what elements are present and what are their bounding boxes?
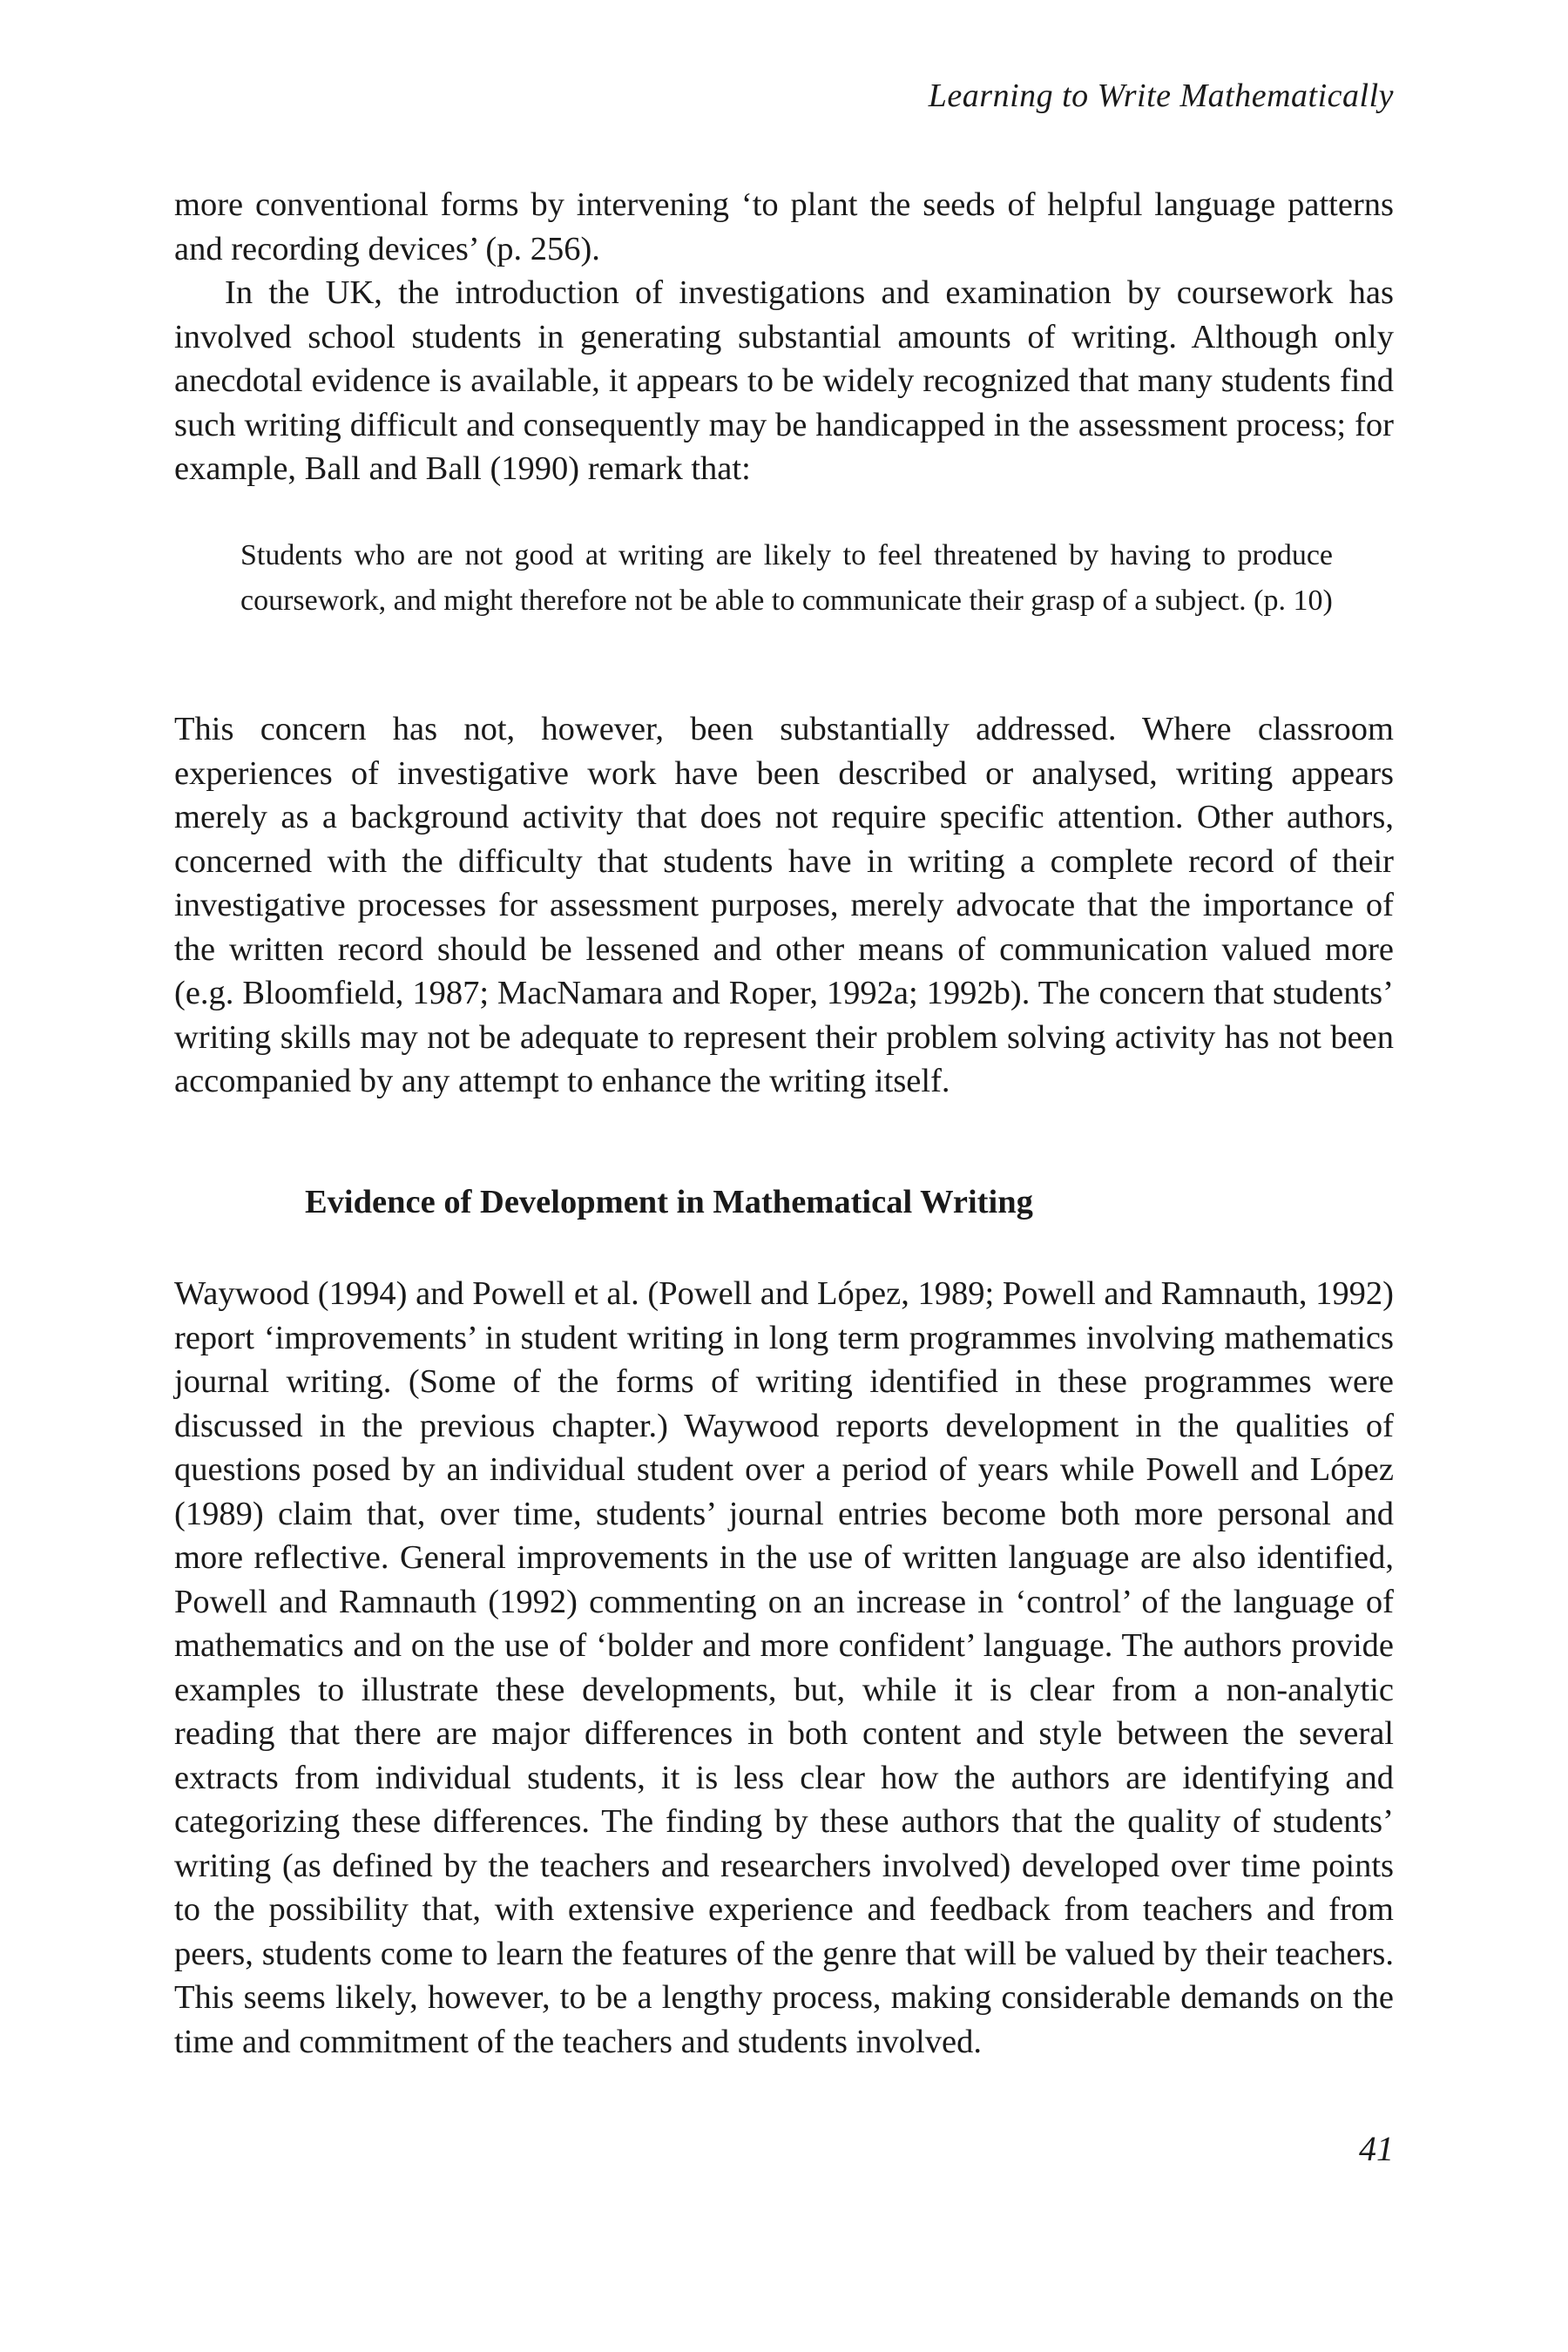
- continuation-paragraph: more conventional forms by intervening ‘to plant the seeds of helpful language patterns and recording devices’ (p. 256).: [174, 186, 1394, 267]
- running-header: Learning to Write Mathematically: [928, 78, 1394, 114]
- uk-coursework-paragraph: In the UK, the introduction of investigations and examination by coursework has involved school students in generating substantial amounts of writing. Although only anecdotal evidence is available, it appears to be widely recognized that many students find such writing difficult and consequently may be handicapped in the assessment process; for example, Ball and Ball (1990) remark that:: [174, 274, 1394, 487]
- block-quote: Students who are not good at writing are likely to feel threatened by having to produce coursework, and might therefore not be able to communicate their grasp of a subject. (p. 10): [240, 539, 1333, 617]
- evidence-paragraph: Waywood (1994) and Powell et al. (Powell and López, 1989; Powell and Ramnauth, 1992) report ‘improvements’ in student writing in long term programmes involving mathematics journal writing. (Some of the forms of writing identified in these programmes were discussed in the previous chapter.) Waywood reports development in the qualities of questions posed by an individual student over a period of years while Powell and López (1989) claim that, over time, students’ journal entries become both more personal and more reflective. General improvements in the use of written language are also identified, Powell and Ramnauth (1992) commenting on an increase in ‘control’ of the language of mathematics and on the use of ‘bolder and more confident’ language. The authors provide examples to illustrate these developments, but, while it is clear from a non-analytic reading that there are major differences in both content and style between the several extracts from individual students, it is less clear how the authors are identifying and categorizing these differences. The finding by these authors that the quality of students’ writing (as defined by the teachers and researchers involved) developed over time points to the possibility that, with extensive experience and feedback from teachers and from peers, students come to learn the features of the genre that will be valued by their teachers. This seems likely, however, to be a lengthy process, making considerable demands on the time and commitment of the teachers and students involved.: [174, 1275, 1394, 2060]
- section-heading: Evidence of Development in Mathematical Writing: [305, 1184, 1033, 1220]
- opening-paragraphs: [174, 183, 1394, 491]
- evidence-section: [174, 1272, 1394, 2064]
- page-number: 41: [1359, 2129, 1394, 2168]
- concern-section: [174, 707, 1394, 1104]
- concern-paragraph: This concern has not, however, been substantially addressed. Where classroom experiences of investigative work have been described or analysed, writing appears merely as a background activity that does not require specific attention. Other authors, concerned with the difficulty that students have in writing a complete record of their investigative processes for assessment purposes, merely advocate that the importance of the written record should be lessened and other means of communication valued more (e.g. Bloomfield, 1987; MacNamara and Roper, 1992a; 1992b). The concern that students’ writing skills may not be adequate to represent their problem solving activity has not been accompanied by any attempt to enhance the writing itself.: [174, 711, 1394, 1099]
